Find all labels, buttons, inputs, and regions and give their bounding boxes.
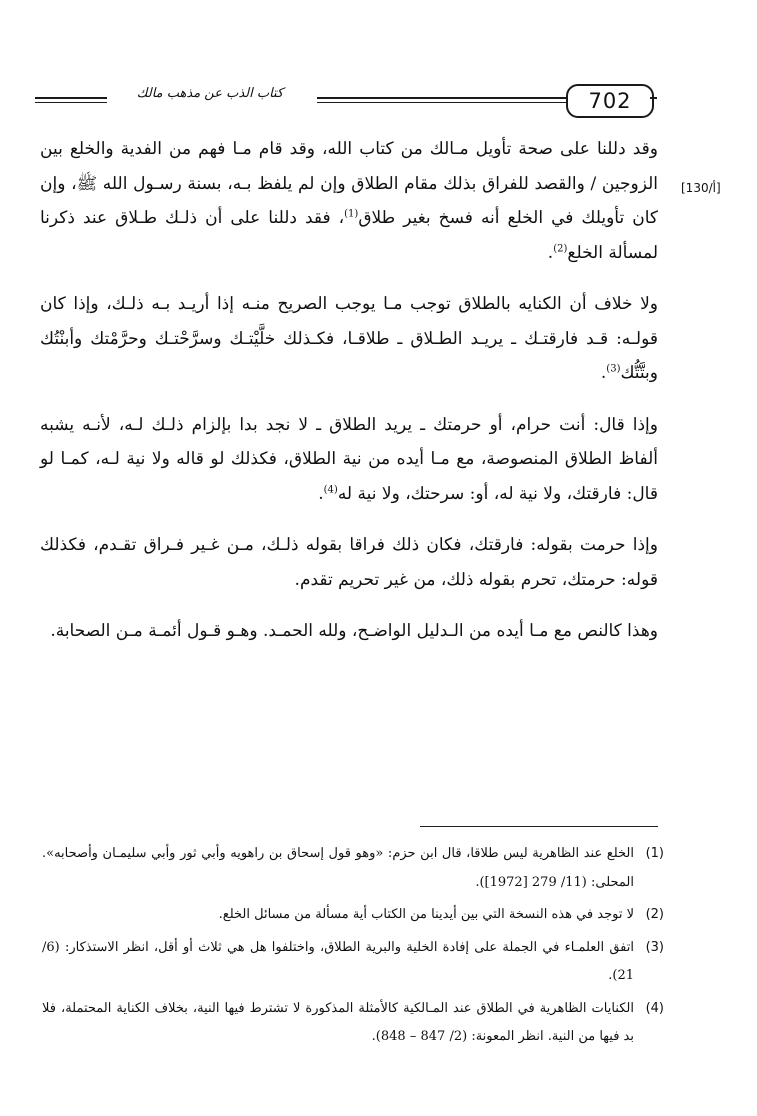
paragraph-4: وإذا حرمت بقوله: فارقتك، فكان ذلك فراقا بقوله ذلـك، مـن غـير فـراق تقـدم، فكذلك قوله: حرمتك، تحرم بقوله ذلك، من غير تحريم تقدم.	[40, 535, 658, 590]
header-rule-right	[650, 97, 657, 99]
footnote-text: لا توجد في هذه النسخة التي بين أيدينا من الكتاب أية مسألة من مسائل الخلع.	[218, 907, 634, 922]
footnote-text: الخلع عند الظاهرية ليس طلاقا، قال ابن حزم: «وهو قول إسحاق بن راهويه وأبي ثور وأبي سليمـان وأصحابه». المحلى: (11/ 279 [1972]).	[42, 846, 634, 890]
footnote-text: الكنايات الظاهرية في الطلاق عند المـالكية كالأمثلة المذكورة لا تشترط فيها النية، بخلاف الكناية المحتملة، فلا بد فيها من النية. انظر المعونة: (2/ 847 – 848).	[42, 1000, 634, 1044]
header-rule-left-thin	[35, 102, 107, 103]
paragraph-3	[40, 408, 658, 512]
footnote-3	[42, 934, 664, 991]
footnote-number: (4)	[645, 1000, 664, 1016]
header-rule-left	[35, 97, 107, 99]
margin-folio-ref: [130/أ]	[681, 181, 721, 195]
running-title: كتاب الذب عن مذهب مالك	[136, 86, 284, 101]
paragraph-1-text-a: وقد دللنا على صحة تأويل مـالك من كتاب الله، وقد قام مـا فهم من الفدية والخلع بين الزوجين / والقصد للفراق بذلك مقام الطلاق وإن لم يلفظ بـه، بسنة رسـول الله ﷺ، وإن كان تأويلك في الخلع أنه فسخ بغير طلاق	[40, 139, 658, 228]
header-rule-middle-thin	[317, 102, 566, 103]
paragraph-2-text-b: .	[600, 363, 607, 383]
header-rule-middle	[317, 97, 566, 99]
footnote-ref-4: (4)	[323, 483, 338, 495]
footnote-number: (1)	[645, 846, 664, 861]
footnote-separator	[420, 826, 658, 827]
paragraph-1-text-c: .	[547, 242, 554, 263]
paragraph-1-text-b: ، فقد دللنا على أن ذلـك طـلاق عند ذكرنا لمسألة الخلع	[40, 208, 658, 263]
footnote-ref-1: (1)	[344, 208, 359, 220]
paragraph-2	[40, 287, 658, 391]
paragraph-1	[40, 132, 658, 270]
paragraph-5: وهذا كالنص مع مـا أيده من الـدليل الواضـح، ولله الحمـد. وهـو قـول أئمـة مـن الصحابة.	[50, 621, 658, 641]
footnote-2	[42, 901, 664, 930]
paragraph-2-text-a: ولا خلاف أن الكنايه بالطلاق توجب مـا يوجب الصريح منـه إذا أريـد بـه ذلـك، وإذا كان قولـه: قـد فارقتـك ـ يريـد الطـلاق ـ طلاقـا، فكـذلك خلَّيْتـك وسرَّحْتـك وحرَّمْتك وأبنْتُك وبتَّتُّك	[40, 294, 658, 383]
page-header	[35, 74, 657, 124]
footnote-4	[42, 995, 664, 1052]
paragraph-3-text-b: .	[318, 483, 324, 504]
page-number: 702	[566, 84, 654, 118]
footnote-1	[42, 840, 664, 897]
footnote-ref-2: (2)	[553, 242, 568, 254]
paragraph-3-text-a: وإذا قال: أنت حرام، أو حرمتك ـ يريد الطلاق ـ لا نجد بدا بإلزام ذلـك لـه، لأنـه يشبه ألفاظ الطلاق المنصوصة، مع مـا أيده من نية الطلاق، فكذلك لو قاله ولا نية لـه، كمـا لو قال: فارقتك، ولا نية له، أو: سرحتك، ولا نية له	[40, 414, 658, 504]
footnote-text: اتفق العلمـاء في الجملة على إفادة الخلية والبرية الطلاق، واختلفوا هل هي ثلاث أو أقل، انظر الاستذكار: (6/ 21).	[42, 939, 634, 983]
footnote-number: (3)	[645, 939, 664, 955]
footnote-number: (2)	[645, 907, 664, 922]
footnote-ref-3: (3)	[606, 363, 621, 375]
footnotes	[42, 840, 664, 1056]
main-text	[40, 132, 658, 666]
